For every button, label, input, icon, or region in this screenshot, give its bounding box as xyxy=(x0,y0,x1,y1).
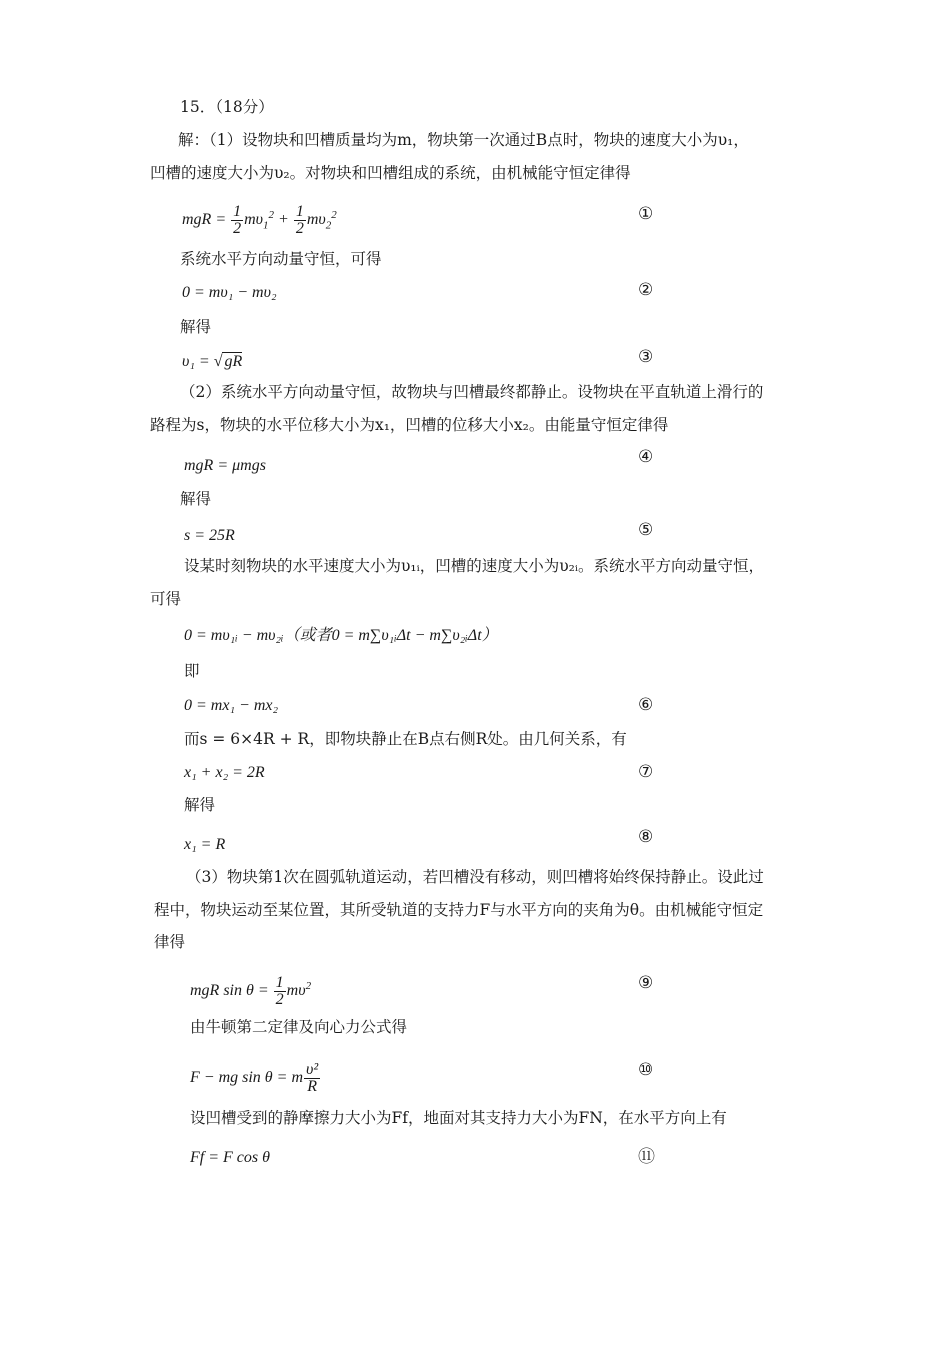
text-line: 即 xyxy=(184,662,200,680)
text-line: 解得 xyxy=(180,318,212,336)
equation-11: F − mg sin θ = m $\frac{\text{υ²}}{R}$ xyxy=(190,1061,319,1095)
equation-1: mgR = $\frac{1}{2}$ $m\upsilon_1^2$ + $\frac{1}{2}$ $m\upsilon_2^2$ xyxy=(182,203,337,237)
text-line: 程中，物块运动至某位置，其所受轨道的支持力F与水平方向的夹角为θ。由机械能守恒定 xyxy=(154,901,764,919)
text-line: 解得 xyxy=(180,490,212,508)
text-line: 而s = 6×4R + R，即物块静止在B点右侧R处。由几何关系，有 xyxy=(184,730,627,748)
text-line: 路程为s，物块的水平位移大小为x₁，凹槽的位移大小x₂。由能量守恒定律得 xyxy=(150,416,669,434)
equation-marker: ① xyxy=(638,204,654,224)
text-line: 解得 xyxy=(184,796,216,814)
equation-7: 0 = mx₁ − mx₂ xyxy=(184,697,279,714)
text-line: 律得 xyxy=(154,933,186,951)
equation-marker: ③ xyxy=(638,347,654,367)
equation-marker: ⑤ xyxy=(638,520,654,540)
text-line: 设某时刻物块的水平速度大小为υ₁ᵢ，凹槽的速度大小为υ₂ᵢ。系统水平方向动量守恒， xyxy=(184,557,765,575)
text-line: 解：（1）设物块和凹槽质量均为m，物块第一次通过B点时，物块的速度大小为υ₁， xyxy=(178,131,749,149)
text-line: 系统水平方向动量守恒，可得 xyxy=(180,250,382,268)
text-line: （2）系统水平方向动量守恒，故物块与凹槽最终都静止。设物块在平直轨道上滑行的 xyxy=(180,383,764,401)
equation-marker: ④ xyxy=(638,447,654,467)
text-line: 可得 xyxy=(150,590,182,608)
equation-2: 0 = mυ₁ − mυ₂ xyxy=(182,284,277,301)
problem-header: 15．（18分） xyxy=(180,98,274,116)
equation-8: x₁ + x₂ = 2R xyxy=(184,764,265,781)
equation-marker: ⑥ xyxy=(638,695,654,715)
equation-9: x₁ = R xyxy=(184,836,226,853)
equation-marker: ⑦ xyxy=(638,762,654,782)
equation-marker: ⑨ xyxy=(638,973,654,993)
text-line: （3）物块第1次在圆弧轨道运动，若凹槽没有移动，则凹槽将始终保持静止。设此过 xyxy=(186,868,764,886)
equation-marker: ⑪ xyxy=(638,1147,655,1167)
equation-10: mgR sin θ = $\frac{1}{2}$ $m\upsilon^2$ xyxy=(190,974,312,1008)
equation-3: υ₁ = √ gR xyxy=(182,353,243,370)
text-line: 设凹槽受到的静摩擦力大小为Ff，地面对其支持力大小为FN，在水平方向上有 xyxy=(190,1109,727,1127)
equation-5: s = 25R xyxy=(184,527,235,544)
equation-marker: ② xyxy=(638,280,654,300)
equation-6: 0 = mυ₁ᵢ − mυ₂ᵢ（或者0 = m∑υ₁ᵢΔt − m∑υ₂ᵢΔt） xyxy=(184,627,498,644)
text-line: 凹槽的速度大小为υ₂。对物块和凹槽组成的系统，由机械能守恒定律得 xyxy=(150,164,631,182)
text-line: 由牛顿第二定律及向心力公式得 xyxy=(190,1018,408,1036)
equation-marker: ⑩ xyxy=(638,1060,654,1080)
equation-4: mgR = μmgs xyxy=(184,457,266,474)
equation-12: Ff = F cos θ xyxy=(190,1149,270,1166)
equation-marker: ⑧ xyxy=(638,827,654,847)
